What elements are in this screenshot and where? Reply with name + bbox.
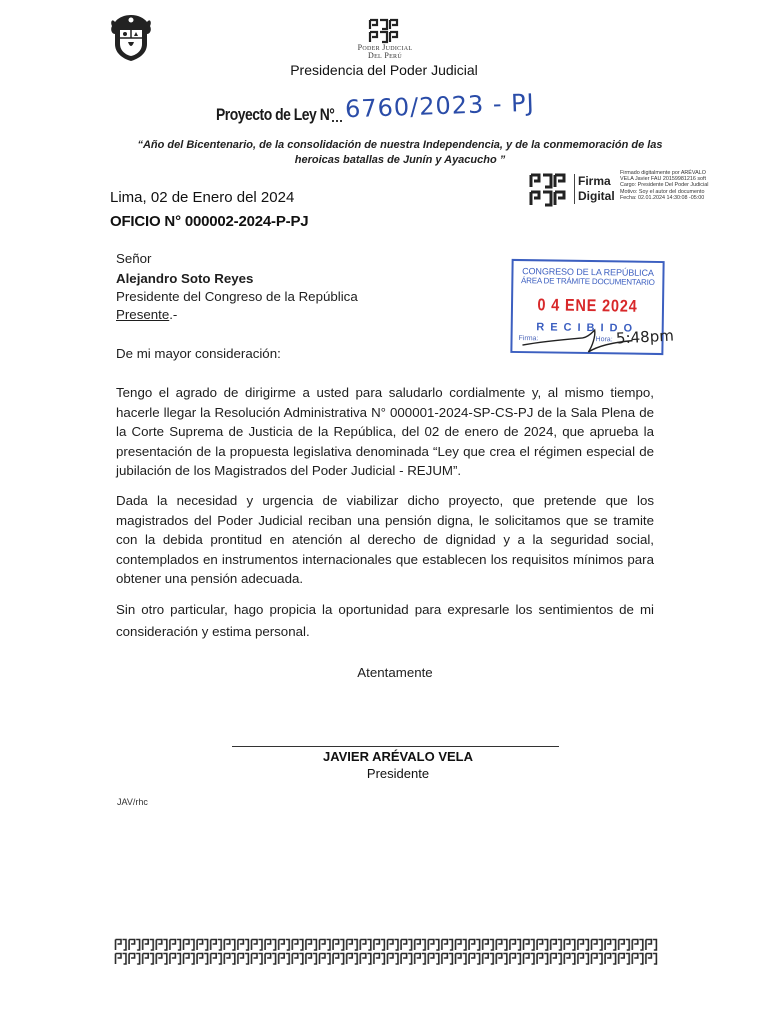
stamp-firma-label: Firma:	[518, 335, 539, 343]
addressee-title: Presidente del Congreso de la República	[116, 289, 358, 304]
addressee-name: Alejandro Soto Reyes	[116, 271, 254, 286]
stamp-area: ÁREA DE TRÁMITE DOCUMENTARIO	[520, 276, 655, 287]
firma-label-line2: Digital	[578, 189, 615, 203]
body-paragraph: Sin otro particular, hago propicia la oportunidad para expresarle los sentimientos de mi consideración y estima personal.	[116, 602, 654, 639]
stamp-hora-label: Hora:	[595, 336, 613, 344]
year-motto: “Año del Bicentenario, de la consolidación de nuestra Independencia, y de la conmemoración de las heroicas batallas de Junín y Ayacucho ”	[137, 139, 663, 166]
firma-digital-logo-icon	[529, 173, 569, 207]
reference-initials: JAV/rhc	[117, 797, 148, 807]
stamp-received: RECIBIDO	[536, 321, 639, 335]
presente-word: Presente	[116, 307, 170, 322]
institution-line1: Poder Judicial	[357, 43, 413, 52]
body-paragraph: Dada la necesidad y urgencia de viabilizar dicho proyecto, que pretende que los magistrados del Poder Judicial reciban una pensión digna, le solicitamos que se tramite con la debida prontitud en atención al derecho de dignidad y a la seguridad social, contemplados en instrumentos internacionales que establecen los requisitos mínimos para obtener una pensión adecuada.	[116, 493, 654, 586]
presente-line	[116, 305, 177, 325]
signature-detail-line: Motivo: Soy el autor del documento	[620, 188, 705, 195]
proyecto-label: Proyecto de Ley N°	[216, 105, 335, 124]
institution-name	[340, 44, 430, 60]
proyecto-dots	[332, 118, 342, 122]
oficio-number: OFICIO N° 000002-2024-P-PJ	[110, 213, 309, 230]
presente-suffix: .-	[169, 307, 178, 322]
stamp-institution: CONGRESO DE LA REPÚBLICA	[522, 266, 654, 278]
footer-pattern-icon	[114, 938, 658, 966]
date-line: Lima, 02 de Enero del 2024	[110, 189, 295, 206]
poder-judicial-logo-icon	[368, 18, 400, 44]
digital-signature-details	[620, 170, 740, 201]
stamp-date: 0 4 ENE 2024	[537, 295, 638, 316]
signature-detail-line: Fecha: 02.01.2024 14:30:08 -05:00	[620, 194, 705, 201]
proyecto-number-handwritten: 6760/2023 - PJ	[344, 88, 536, 124]
institution-line2: Del Perú	[368, 51, 402, 60]
firma-digital-label	[574, 174, 615, 204]
firma-label-line1: Firma	[578, 174, 611, 188]
signature-detail-line: Cargo: Presidente Del Poder Judicial	[620, 182, 709, 189]
office-title: Presidencia del Poder Judicial	[290, 62, 478, 78]
signature-detail-line: Firmado digitalmente por ARÉVALO	[620, 170, 706, 176]
closing: Atentamente	[357, 665, 433, 680]
signer-role: Presidente	[366, 766, 430, 781]
greeting: De mi mayor consideración:	[116, 346, 281, 361]
body-paragraph: Tengo el agrado de dirigirme a usted para saludarlo cordialmente y, al mismo tiempo, hacerle llegar la Resolución Administrativa N° 000001-2024-SP-CS-PJ de la Sala Plena de la Corte Suprema de Justicia de la República, del 02 de enero de 2024, que aprueba la presentación de la propuesta legislativa denominada “Ley que crea el régimen especial de jubilación de los Magistrados del Poder Judicial - REJUM”.	[116, 385, 654, 478]
signature-line	[232, 746, 559, 747]
salutation: Señor	[116, 251, 152, 266]
signature-detail-line: VELA Javier FAU 20159981216 soft	[620, 176, 707, 183]
stamp-handwritten-time: 5:48pm	[615, 326, 675, 348]
signer-name: JAVIER ARÉVALO VELA	[322, 749, 473, 764]
peru-shield-icon	[108, 12, 154, 62]
